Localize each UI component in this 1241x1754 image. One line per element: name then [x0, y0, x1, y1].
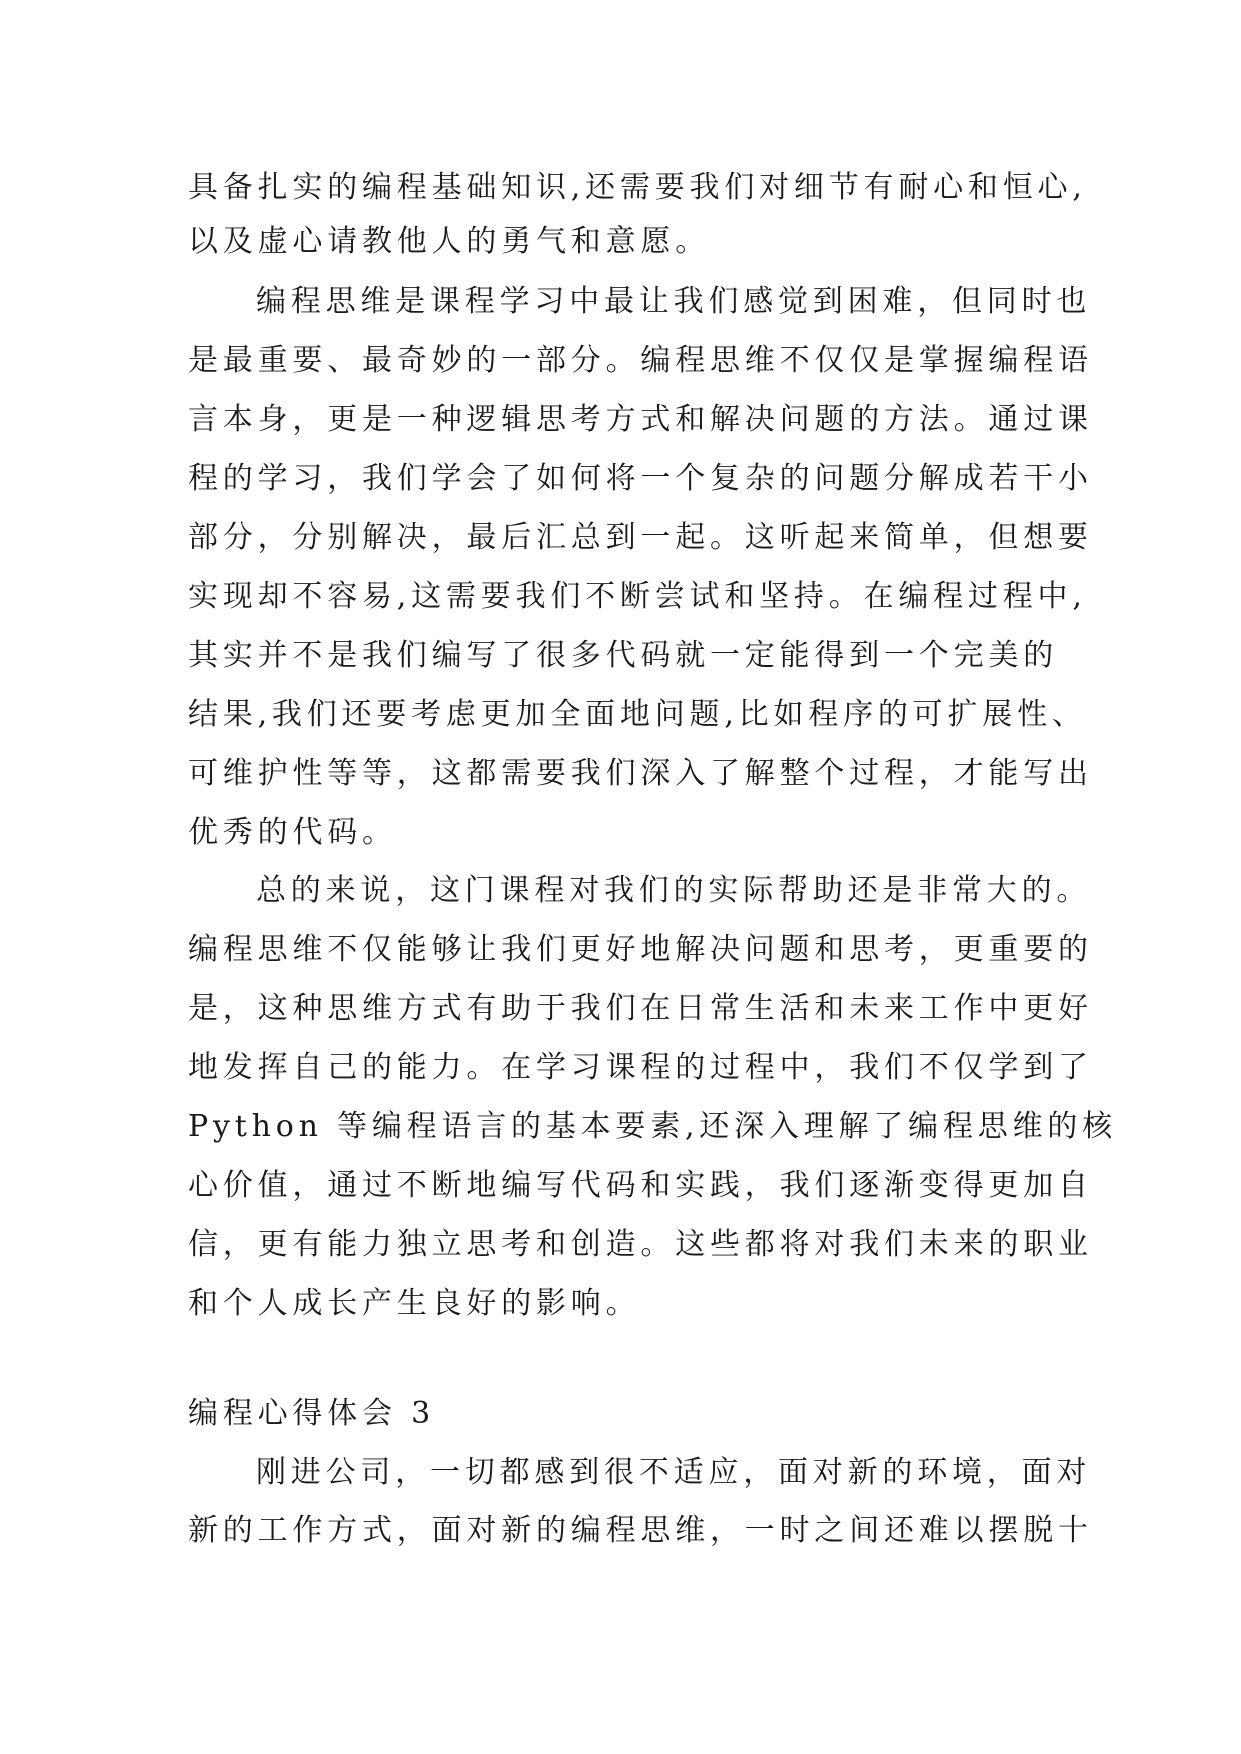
- text-line: Python 等编程语言的基本要素,还深入理解了编程思维的核: [188, 1109, 1117, 1144]
- text-line: 新的工作方式，面对新的编程思维，一时之间还难以摆脱十: [188, 1513, 1093, 1548]
- paragraph-first-line: 编程思维是课程学习中最让我们感觉到困难，但同时也: [256, 284, 1092, 319]
- text-line: 结果,我们还要考虑更加全面地问题,比如程序的可扩展性、: [188, 697, 1087, 732]
- text-line: 以及虚心请教他人的勇气和意愿。: [188, 224, 710, 259]
- text-line: 编程思维不仅能够让我们更好地解决问题和思考，更重要的: [188, 932, 1093, 967]
- section-heading: 编程心得体会 3: [188, 1396, 436, 1431]
- text-line: 其实并不是我们编写了很多代码就一定能得到一个完美的: [188, 638, 1058, 673]
- text-line: 实现却不容易,这需要我们不断尝试和坚持。在编程过程中,: [188, 579, 1087, 614]
- text-line: 部分，分别解决，最后汇总到一起。这听起来简单，但想要: [188, 520, 1093, 555]
- text-line: 程的学习，我们学会了如何将一个复杂的问题分解成若干小: [188, 461, 1093, 496]
- text-line: 信，更有能力独立思考和创造。这些都将对我们未来的职业: [188, 1227, 1093, 1262]
- text-line: 是最重要、最奇妙的一部分。编程思维不仅仅是掌握编程语: [188, 343, 1093, 378]
- paragraph-first-line: 总的来说，这门课程对我们的实际帮助还是非常大的。: [256, 873, 1092, 908]
- text-line: 言本身，更是一种逻辑思考方式和解决问题的方法。通过课: [188, 402, 1093, 437]
- text-line: 心价值，通过不断地编写代码和实践，我们逐渐变得更加自: [188, 1168, 1093, 1203]
- text-line: 可维护性等等，这都需要我们深入了解整个过程，才能写出: [188, 756, 1093, 791]
- text-line: 是，这种思维方式有助于我们在日常生活和未来工作中更好: [188, 991, 1093, 1026]
- paragraph-first-line: 刚进公司，一切都感到很不适应，面对新的环境，面对: [256, 1455, 1092, 1490]
- text-line: 和个人成长产生良好的影响。: [188, 1286, 641, 1321]
- text-line: 具备扎实的编程基础知识,还需要我们对细节有耐心和恒心,: [188, 170, 1087, 205]
- text-line: 地发挥自己的能力。在学习课程的过程中，我们不仅学到了: [188, 1050, 1093, 1085]
- text-line: 优秀的代码。: [188, 815, 397, 850]
